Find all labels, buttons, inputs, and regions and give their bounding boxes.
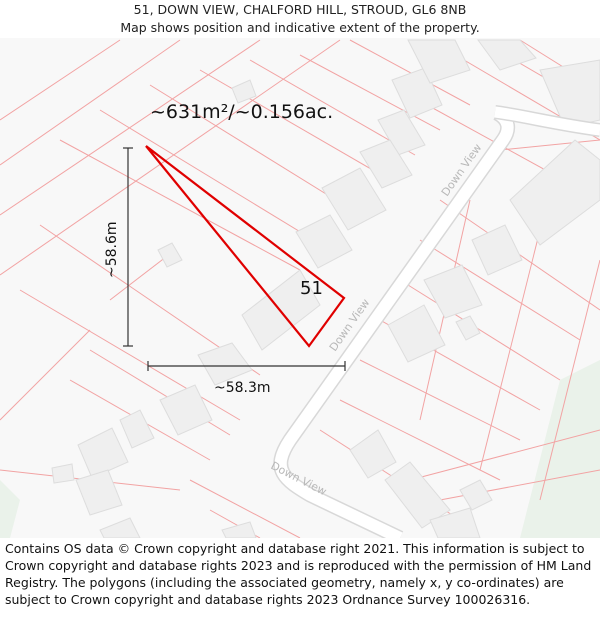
map-header [0,0,600,39]
address-title: 51, DOWN VIEW, CHALFORD HILL, STROUD, GL6 8NB [133,2,467,17]
map-canvas [0,38,600,538]
road-label-2: Down View [326,296,373,354]
road-label-3: Down View [268,459,329,499]
width-measure-label: ~58.3m [214,380,271,396]
map-subtitle: Map shows position and indicative extent of the property. [120,20,480,35]
road-label-1: Down View [438,141,485,199]
plot-number-label: 51 [300,278,323,299]
copyright-footer: Contains OS data © Crown copyright and database right 2021. This information is subject to Crown copyright and database rights 2023 and is reproduced with the permission of HM Land Registry. The polygons (including the associated geometry, namely x, y co-ordinates) are subject to Crown copyright and database rights 2023 Ordnance Survey 100026316. [5,541,592,607]
green-area-left [0,480,20,538]
measure-lines [123,148,345,371]
area-label: ~631m²/~0.156ac. [150,101,334,123]
property-map[interactable] [0,38,600,538]
green-area [520,360,600,538]
height-measure-label: ~58.6m [104,221,120,278]
